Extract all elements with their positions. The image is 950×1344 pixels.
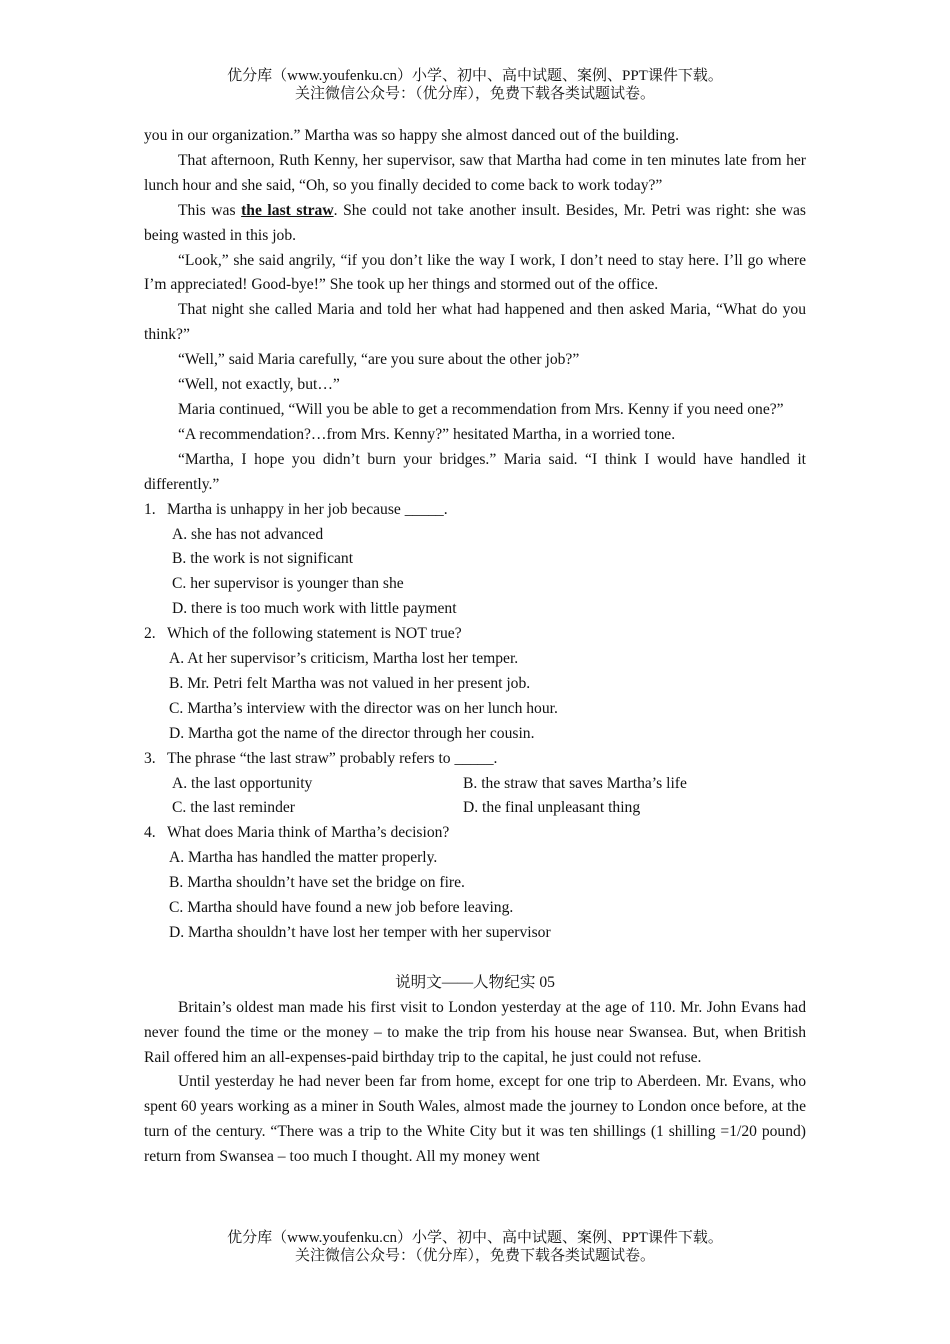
page-footer (0, 1229, 950, 1265)
footer-line-2: 关注微信公众号：（优分库），免费下载各类试题试卷。 (294, 1248, 655, 1264)
option: D. Martha shouldn’t have lost her temper with her supervisor (169, 924, 551, 941)
paragraph: “Martha, I hope you didn’t burn your bridges.” Maria said. “I think I would have handled it differently.” (144, 450, 806, 493)
question-number: 3. (144, 749, 156, 767)
header-line-2: 关注微信公众号：（优分库），免费下载各类试题试卷。 (294, 86, 655, 102)
question-number: 4. (144, 824, 156, 842)
option: A. Martha has handled the matter properly. (169, 849, 438, 867)
paragraph: “Well,” said Maria carefully, “are you sure about the other job?” (178, 351, 580, 369)
paragraph: Until yesterday he had never been far from home, except for one trip to Aberdeen. Mr. Evans, who spent 60 years working as a miner in South Wales, almost made the journey to London once before, at the turn of the century. “There was a trip to the White City but it was ten shillings (1 shilling =1/20 pound) return from Swansea – too much I thought. All my money went (144, 1073, 806, 1166)
text-span: . She could not take another insult. Besides, Mr. Petri was right: she was being wasted in this job. (144, 201, 806, 244)
question-4 (144, 821, 806, 846)
question-3 (144, 747, 806, 772)
option: C. the last reminder (172, 799, 295, 817)
paragraph: Maria continued, “Will you be able to get a recommendation from Mrs. Kenny if you need one?” (178, 400, 784, 418)
question-1 (144, 498, 806, 523)
option: A. the last opportunity (172, 774, 313, 792)
paragraph: That afternoon, Ruth Kenny, her supervisor, saw that Martha had come in ten minutes late from her lunch hour and she said, “Oh, so you finally decided to come back to work today?” (144, 151, 806, 194)
question-text: The phrase “the last straw” probably refers to _____. (167, 749, 498, 767)
option: C. her supervisor is younger than she (172, 575, 404, 593)
option: C. Martha should have found a new job before leaving. (169, 899, 514, 917)
option: D. the final unpleasant thing (463, 799, 641, 817)
paragraph: “Look,” she said angrily, “if you don’t like the way I work, I don’t need to stay here. I’ll go where I’m appreciated! Good-bye!” She took up her things and stormed out of the office. (144, 251, 806, 294)
keyword-the-last-straw: the last straw (241, 201, 334, 219)
document-body (144, 124, 806, 1170)
option: D. Martha got the name of the director through her cousin. (169, 724, 535, 742)
question-number: 1. (144, 500, 156, 518)
option-row (144, 796, 806, 821)
footer-line-1: 优分库（www.youfenku.cn）小学、初中、高中试题、案例、PPT课件下载。 (227, 1230, 723, 1246)
header-line-1: 优分库（www.youfenku.cn）小学、初中、高中试题、案例、PPT课件下载。 (227, 68, 723, 84)
paragraph: “Well, not exactly, but…” (178, 376, 340, 394)
question-text: What does Maria think of Martha’s decision? (167, 824, 450, 842)
option: B. Mr. Petri felt Martha was not valued in her present job. (169, 674, 531, 692)
option: A. she has not advanced (172, 525, 324, 543)
text-span: This was (178, 201, 242, 219)
paragraph: you in our organization.” Martha was so happy she almost danced out of the building. (144, 127, 679, 144)
paragraph: “A recommendation?…from Mrs. Kenny?” hesitated Martha, in a worried tone. (178, 425, 676, 443)
question-text: Martha is unhappy in her job because _____. (167, 500, 448, 518)
option: A. At her supervisor’s criticism, Martha lost her temper. (169, 650, 519, 668)
question-text: Which of the following statement is NOT true? (167, 625, 462, 643)
option: B. Martha shouldn’t have set the bridge on fire. (169, 874, 465, 892)
option-row (144, 772, 806, 797)
question-2 (144, 622, 806, 647)
section-title: 说明文——人物纪实 05 (395, 973, 555, 991)
paragraph (144, 199, 806, 249)
option: C. Martha’s interview with the director was on her lunch hour. (169, 699, 558, 717)
page-header (0, 67, 950, 103)
paragraph: Britain’s oldest man made his first visit to London yesterday at the age of 110. Mr. John Evans had never found the time or the money – to make the trip from his house near Swansea. But, when British Rail offered him an all-expenses-paid birthday trip to the capital, he just could not refuse. (144, 998, 806, 1066)
paragraph: That night she called Maria and told her what had happened and then asked Maria, “What do you think?” (144, 301, 806, 344)
option: B. the work is not significant (172, 550, 354, 568)
option: B. the straw that saves Martha’s life (463, 774, 687, 792)
question-number: 2. (144, 625, 156, 643)
option: D. there is too much work with little payment (172, 600, 457, 618)
